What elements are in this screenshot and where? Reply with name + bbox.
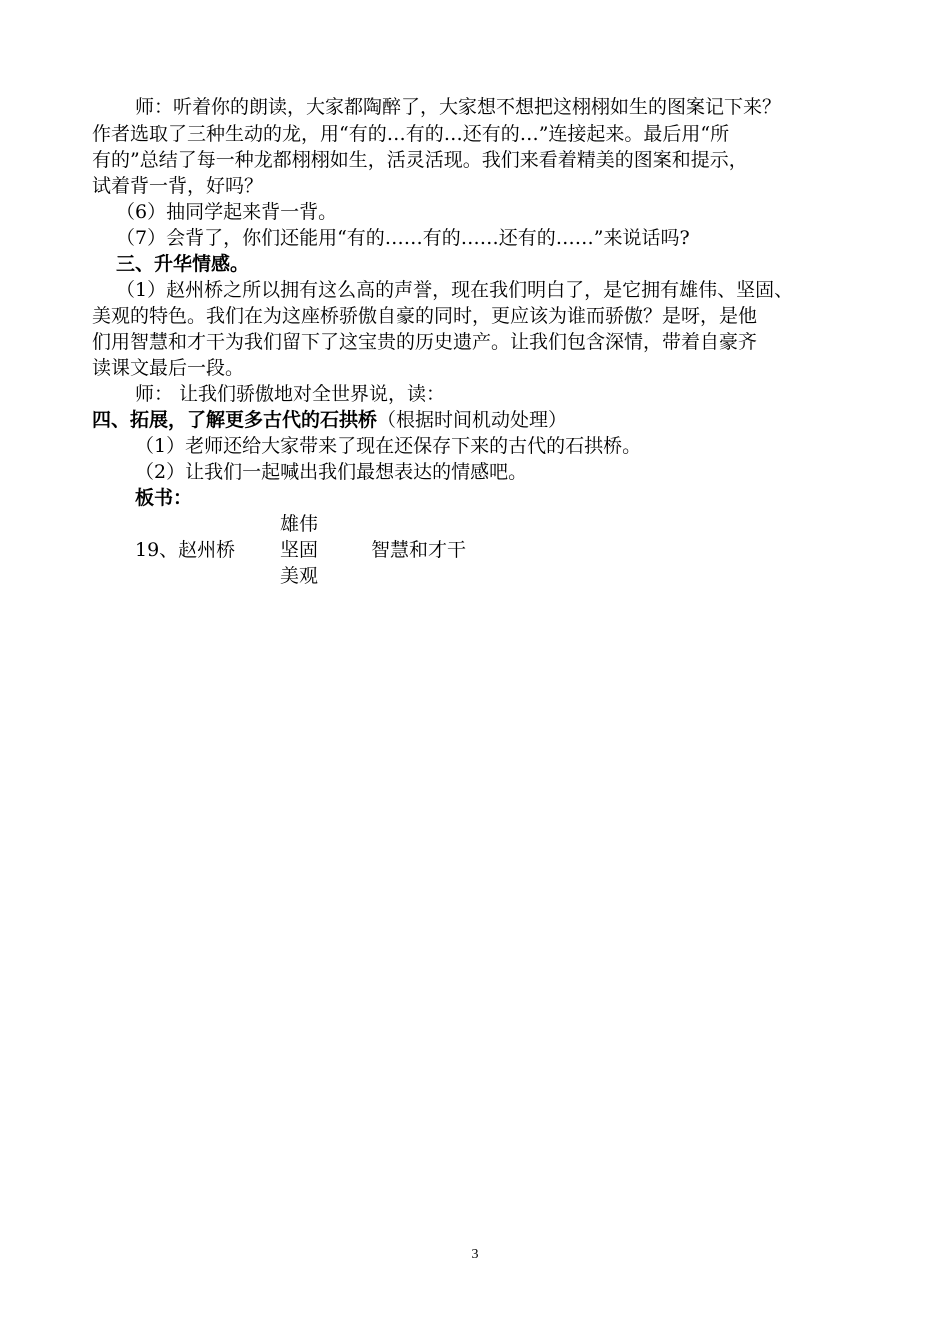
section4-heading-note: （根据时间机动处理） [377, 409, 568, 431]
section3-teacher-line: 师： 让我们骄傲地对全世界说，读： [135, 383, 446, 405]
paragraph1-line4: 试着背一背，好吗？ [92, 175, 264, 197]
board-feature-2: 坚固 [280, 539, 319, 561]
paragraph1-line2: 作者选取了三种生动的龙，用“有的…有的…还有的…”连接起来。最后用“所 [92, 123, 730, 145]
section3-line1: （1）赵州桥之所以拥有这么高的声誉，现在我们明白了，是它拥有雄伟、坚固、 [116, 279, 794, 301]
section3-heading: 三、升华情感。 [116, 253, 250, 275]
page-number: 3 [471, 1247, 479, 1262]
step-6: （6）抽同学起来背一背。 [116, 201, 338, 223]
board-wisdom: 智慧和才干 [371, 539, 467, 561]
section3-line4: 读课文最后一段。 [92, 357, 245, 379]
step-7: （7）会背了，你们还能用“有的……有的……还有的……”来说话吗? [116, 227, 690, 249]
board-lesson-title: 19、赵州桥 [135, 539, 236, 561]
section4-item2: （2）让我们一起喊出我们最想表达的情感吧。 [135, 461, 528, 483]
section4-heading [92, 407, 567, 433]
section3-line3: 们用智慧和才干为我们留下了这宝贵的历史遗产。让我们包含深情，带着自豪齐 [92, 331, 758, 353]
section3-line2: 美观的特色。我们在为这座桥骄傲自豪的同时，更应该为谁而骄傲？是呀，是他 [92, 305, 758, 327]
section4-item1: （1）老师还给大家带来了现在还保存下来的古代的石拱桥。 [135, 435, 642, 457]
board-feature-1: 雄伟 [280, 513, 319, 535]
board-label: 板书： [135, 487, 193, 509]
paragraph1-line1: 师：听着你的朗读，大家都陶醉了，大家想不想把这栩栩如生的图案记下来？ [135, 96, 782, 118]
section4-heading-title: 四、拓展，了解更多古代的石拱桥 [92, 409, 378, 431]
board-feature-3: 美观 [280, 565, 319, 587]
paragraph1-line3: 有的”总结了每一种龙都栩栩如生，活灵活现。我们来看着精美的图案和提示， [92, 149, 748, 171]
